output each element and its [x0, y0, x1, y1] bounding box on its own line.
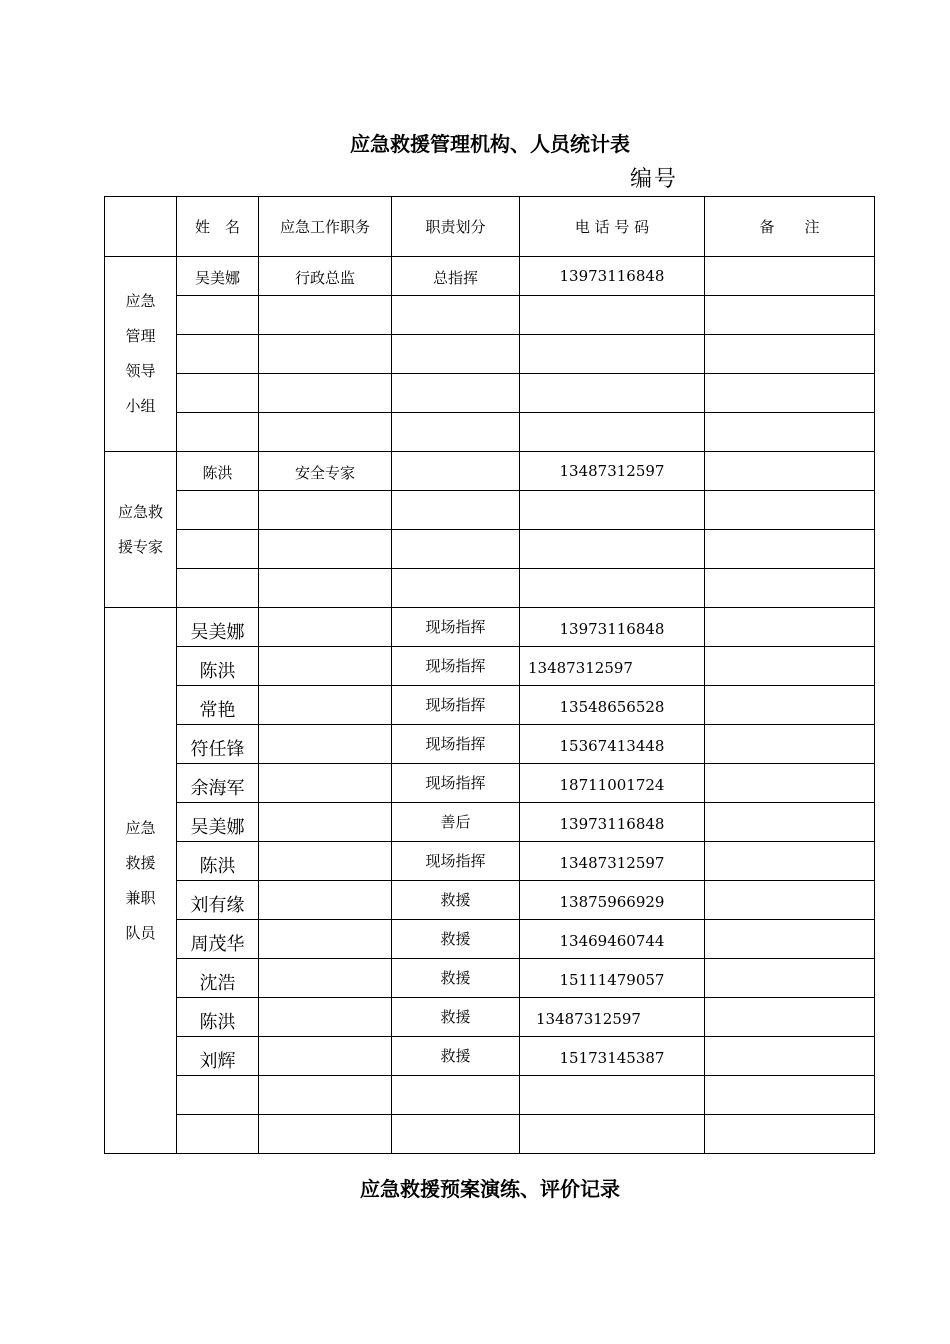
cell-phone: 13875966929: [520, 881, 705, 920]
header-name: 姓 名: [177, 197, 259, 257]
cell-name: 周茂华: [177, 920, 259, 959]
cell-phone: 13548656528: [520, 686, 705, 725]
cell-name: 沈浩: [177, 959, 259, 998]
cell-phone: 13487312597: [520, 647, 705, 686]
cell-phone: 13487312597: [520, 998, 705, 1037]
cell-role: [259, 920, 392, 959]
cell-note: [705, 920, 875, 959]
cell-role: 安全专家: [259, 452, 392, 491]
header-note: 备 注: [705, 197, 875, 257]
table-row: [105, 569, 875, 608]
cell-role: [259, 1037, 392, 1076]
cell-name: 吴美娜: [177, 608, 259, 647]
cell-role: [259, 959, 392, 998]
cell-note: [705, 959, 875, 998]
cell-role: [259, 881, 392, 920]
serial-number-label: 编号: [630, 167, 679, 192]
header-duty: 职责划分: [392, 197, 520, 257]
cell-name: 陈洪: [177, 452, 259, 491]
cell-phone: 13487312597: [520, 452, 705, 491]
cell-duty: 现场指挥: [392, 764, 520, 803]
cell-name: 刘辉: [177, 1037, 259, 1076]
cell-duty: 救援: [392, 998, 520, 1037]
table-row: [105, 1076, 875, 1115]
cell-name: 陈洪: [177, 998, 259, 1037]
cell-role: [259, 998, 392, 1037]
cell-role: [259, 647, 392, 686]
cell-duty: 救援: [392, 1037, 520, 1076]
cell-note: [705, 803, 875, 842]
personnel-table: [104, 196, 875, 1154]
cell-role: [259, 764, 392, 803]
cell-duty: 现场指挥: [392, 608, 520, 647]
table-row: [105, 920, 875, 959]
cell-note: [705, 647, 875, 686]
cell-note: [705, 452, 875, 491]
cell-role: [259, 686, 392, 725]
cell-name: 陈洪: [177, 842, 259, 881]
cell-phone: 15111479057: [520, 959, 705, 998]
cell-name: 余海军: [177, 764, 259, 803]
table-row: [105, 335, 875, 374]
cell-note: [705, 608, 875, 647]
cell-note: [705, 842, 875, 881]
cell-duty: 现场指挥: [392, 686, 520, 725]
cell-note: [705, 881, 875, 920]
table-row: [105, 803, 875, 842]
cell-role: [259, 608, 392, 647]
cell-duty: [392, 452, 520, 491]
cell-role: 行政总监: [259, 257, 392, 296]
cell-name: 吴美娜: [177, 257, 259, 296]
cell-note: [705, 764, 875, 803]
table-row: [105, 842, 875, 881]
cell-phone: 15367413448: [520, 725, 705, 764]
cell-duty: 救援: [392, 959, 520, 998]
table-row: [105, 959, 875, 998]
table-row: [105, 764, 875, 803]
cell-duty: 善后: [392, 803, 520, 842]
cell-role: [259, 803, 392, 842]
table-row: [105, 452, 875, 491]
cell-phone: 18711001724: [520, 764, 705, 803]
header-role: 应急工作职务: [259, 197, 392, 257]
cell-duty: 总指挥: [392, 257, 520, 296]
cell-role: [259, 842, 392, 881]
next-section-title: 应急救援预案演练、评价记录: [360, 1177, 620, 1201]
header-category: [105, 197, 177, 257]
group-label-leadership: 应急 管理 领导 小组: [105, 257, 177, 452]
table-row: [105, 881, 875, 920]
cell-note: [705, 725, 875, 764]
cell-duty: 现场指挥: [392, 725, 520, 764]
table-row: [105, 608, 875, 647]
table-row: [105, 686, 875, 725]
cell-phone: 13469460744: [520, 920, 705, 959]
cell-note: [705, 686, 875, 725]
table-row: [105, 491, 875, 530]
cell-note: [705, 257, 875, 296]
table-row: [105, 1037, 875, 1076]
cell-name: 陈洪: [177, 647, 259, 686]
cell-duty: 现场指挥: [392, 647, 520, 686]
table-row: [105, 413, 875, 452]
cell-name: 吴美娜: [177, 803, 259, 842]
table-row: [105, 530, 875, 569]
cell-phone: 15173145387: [520, 1037, 705, 1076]
group-label-team: 应急 救援 兼职 队员: [105, 608, 177, 1154]
cell-note: [705, 998, 875, 1037]
cell-phone: 13973116848: [520, 803, 705, 842]
cell-name: 刘有缘: [177, 881, 259, 920]
cell-duty: 现场指挥: [392, 842, 520, 881]
table-row: [105, 257, 875, 296]
cell-phone: 13973116848: [520, 608, 705, 647]
cell-phone: 13973116848: [520, 257, 705, 296]
table-row: [105, 998, 875, 1037]
page-title: 应急救援管理机构、人员统计表: [350, 132, 630, 156]
group-label-experts: 应急救 援专家: [105, 452, 177, 608]
table-row: [105, 1115, 875, 1154]
header-phone: 电 话 号 码: [520, 197, 705, 257]
cell-name: 符任锋: [177, 725, 259, 764]
table-row: [105, 296, 875, 335]
cell-duty: 救援: [392, 881, 520, 920]
table-row: [105, 647, 875, 686]
cell-phone: 13487312597: [520, 842, 705, 881]
table-row: [105, 725, 875, 764]
cell-note: [705, 1037, 875, 1076]
cell-duty: 救援: [392, 920, 520, 959]
table-row: [105, 374, 875, 413]
cell-name: 常艳: [177, 686, 259, 725]
cell-role: [259, 725, 392, 764]
table-header-row: [105, 197, 875, 257]
